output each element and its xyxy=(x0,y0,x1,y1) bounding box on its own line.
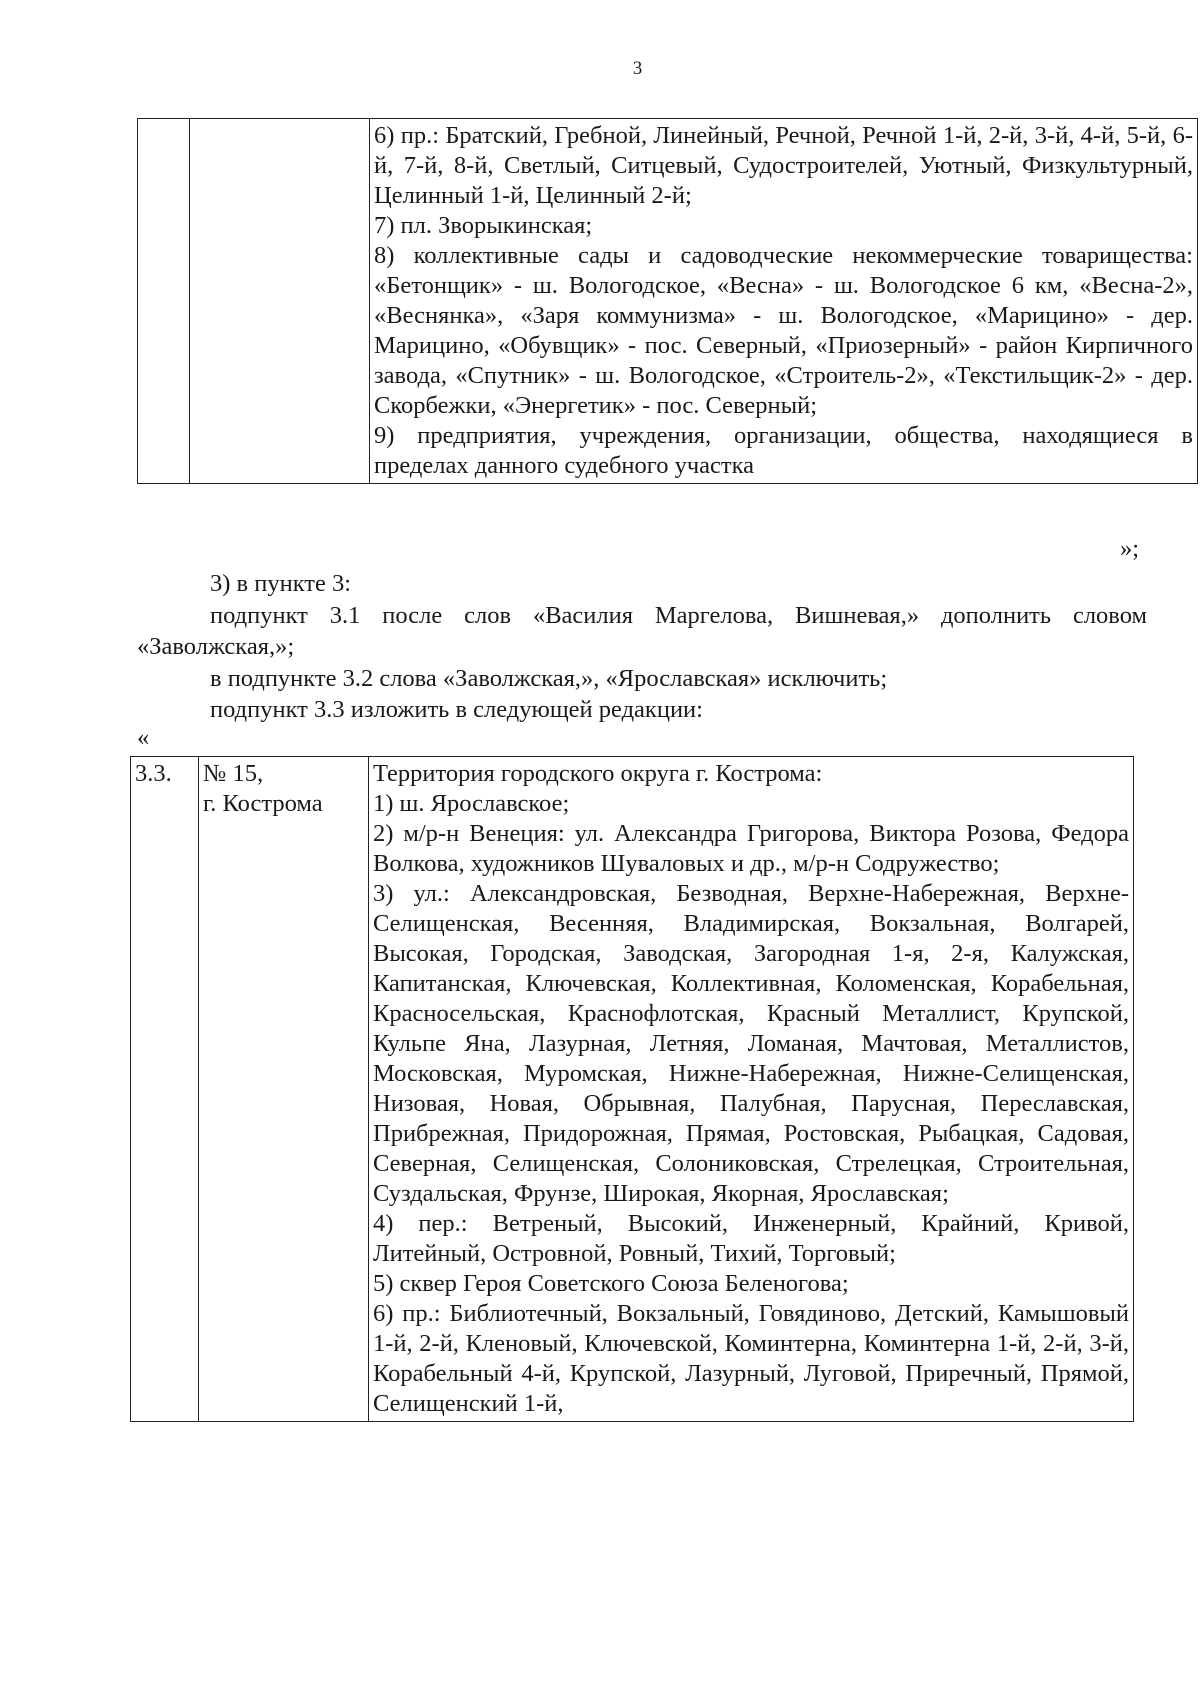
list-item: 4) пер.: Ветреный, Высокий, Инженерный, Крайний, Кривой, Литейный, Островной, Ровный, Тихий, Торговый; xyxy=(373,1210,1129,1267)
territory-cell xyxy=(369,757,1134,1422)
opening-quote: « xyxy=(137,724,150,751)
list-item: 5) сквер Героя Советского Союза Беленогова; xyxy=(373,1270,849,1297)
district-city: г. Кострома xyxy=(203,790,323,817)
list-item: 2) м/р-н Венеция: ул. Александра Григорова, Виктора Розова, Федора Волкова, художников Шуваловых и др., м/р-н Содружество; xyxy=(373,820,1129,877)
district-number: № 15, xyxy=(203,760,264,787)
district-cell xyxy=(190,119,370,484)
closing-quote: »; xyxy=(1120,535,1140,562)
paragraph-subpoint-3-2: в подпункте 3.2 слова «Заволжская,», «Ярославская» исключить; xyxy=(210,665,888,692)
page-number: 3 xyxy=(632,58,643,79)
table-row xyxy=(131,757,1134,1422)
list-item: 3) ул.: Александровская, Безводная, Верхне-Набережная, Верхне-Селищенская, Весенняя, Владимирская, Вокзальная, Волгарей, Высокая, Городская, Заводская, Загородная 1-я, 2-я, Калужская, Капитанская, Ключевская, Коллективная, Коломенская, Корабельная, Красносельская, Краснофлотская, Красный Металлист, Крупской, Кульпе Яна, Лазурная, Летняя, Ломаная, Мачтовая, Металлистов, Московская, Муромская, Нижне-Набережная, Нижне-Селищенская, Низовая, Новая, Обрывная, Палубная, Парусная, Переславская, Прибрежная, Придорожная, Прямая, Ростовская, Рыбацкая, Садовая, Северная, Селищенская, Солониковская, Стрелецкая, Строительная, Суздальская, Фрунзе, Широкая, Якорная, Ярославская; xyxy=(373,880,1129,1207)
territory-table-3-3 xyxy=(130,756,1134,1422)
list-item: Территория городского округа г. Кострома: xyxy=(373,760,823,787)
number-cell xyxy=(138,119,190,484)
list-item: 1) ш. Ярославское; xyxy=(373,790,570,817)
list-item: 9) предприятия, учреждения, организации, общества, находящиеся в пределах данного судебного участка xyxy=(374,422,1193,479)
table-row xyxy=(138,119,1198,484)
number-cell: 3.3. xyxy=(131,757,199,1422)
paragraph-point-3: 3) в пункте 3: xyxy=(210,570,352,597)
paragraph-subpoint-3-1: подпункт 3.1 после слов «Василия Маргелова, Вишневая,» дополнить словом «Заволжская,»; xyxy=(137,602,1147,660)
territory-table-continuation xyxy=(137,118,1198,484)
paragraph-subpoint-3-3: подпункт 3.3 изложить в следующей редакции: xyxy=(210,696,703,723)
list-item: 8) коллективные сады и садоводческие некоммерческие товарищества: «Бетонщик» - ш. Вологодское, «Весна» - ш. Вологодское 6 км, «Весна-2», «Веснянка», «Заря коммунизма» - ш. Вологодское, «Марицино» - дер. Марицино, «Обувщик» - пос. Северный, «Приозерный» - район Кирпичного завода, «Спутник» - ш. Вологодское, «Строитель-2», «Текстильщик-2» - дер. Скорбежки, «Энергетик» - пос. Северный; xyxy=(374,242,1193,419)
district-cell xyxy=(199,757,369,1422)
territory-cell xyxy=(370,119,1198,484)
list-item: 7) пл. Зворыкинская; xyxy=(374,212,593,239)
list-item: 6) пр.: Братский, Гребной, Линейный, Речной, Речной 1-й, 2-й, 3-й, 4-й, 5-й, 6-й, 7-й, 8-й, Светлый, Ситцевый, Судостроителей, Уютный, Физкультурный, Целинный 1-й, Целинный 2-й; xyxy=(374,122,1193,209)
list-item: 6) пр.: Библиотечный, Вокзальный, Говядиново, Детский, Камышовый 1-й, 2-й, Кленовый, Ключевской, Коминтерна, Коминтерна 1-й, 2-й, 3-й, Корабельный 4-й, Крупской, Лазурный, Луговой, Приречный, Прямой, Селищенский 1-й, xyxy=(373,1300,1129,1417)
